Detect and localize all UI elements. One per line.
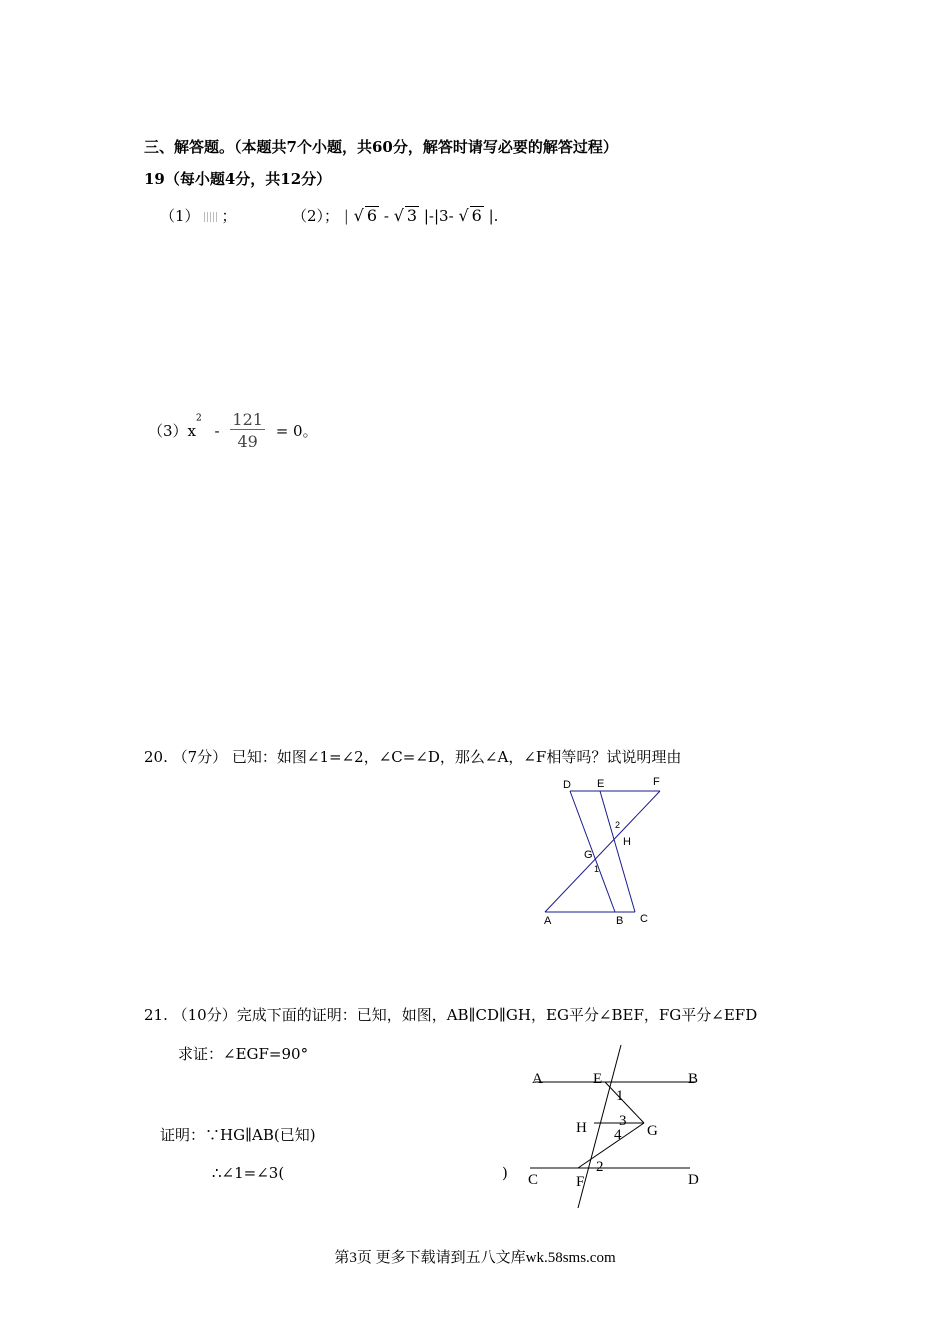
q19-part2-radicand-6: 6 <box>366 206 378 225</box>
fraction-denominator: 49 <box>237 432 258 451</box>
q20-text: 20. （7分） 已知：如图∠1=∠2，∠C=∠D，那么∠A，∠F相等吗？试说明理由 <box>144 748 682 766</box>
label-G: G <box>584 849 593 861</box>
line-AF <box>545 791 660 912</box>
label-D: D <box>563 779 571 791</box>
q20-diagram <box>530 772 680 932</box>
q19-part3-end: = 0。 <box>275 422 318 440</box>
q21-proof-line2: ∴∠1=∠3( <box>212 1164 285 1182</box>
label-angle-2: 2 <box>615 820 621 830</box>
q19-part2: （2）； | √ 6 - √ 3 |-|3- √ 6 |. <box>292 206 499 225</box>
q19-title: 19（每小题4分，共12分） <box>144 170 332 188</box>
label-angle-4: 4 <box>614 1127 622 1143</box>
label-E: E <box>593 1071 603 1087</box>
q21-text: 21. （10分）完成下面的证明：已知，如图，AB∥CD∥GH，EG平分∠BEF，FG平分∠EFD <box>144 1006 758 1024</box>
q21-prove: 求证：∠EGF=90° <box>178 1045 309 1063</box>
label-angle-2: 2 <box>596 1159 604 1175</box>
label-B: B <box>616 915 624 927</box>
q19-part1-expression-image <box>204 212 218 222</box>
label-C: C <box>640 913 648 925</box>
q19-part3-fraction <box>230 410 265 451</box>
label-A: A <box>532 1071 543 1087</box>
q21-proof-line2-close: ) <box>502 1164 508 1182</box>
line-EC <box>600 791 635 912</box>
q21-diagram <box>520 1040 720 1215</box>
section-header: 三、解答题。（本题共7个小题，共60分，解答时请写必要的解答过程） <box>144 138 618 156</box>
page-footer: 第3页 更多下载请到五八文库wk.58sms.com <box>334 1250 616 1266</box>
label-D: D <box>688 1172 699 1188</box>
q19-part1-sep: ； <box>221 207 237 225</box>
sqrt-symbol: √ <box>458 206 469 225</box>
q19-part2-label: （2）； <box>292 207 340 225</box>
label-angle-1: 1 <box>594 864 600 874</box>
q19-part3-minus: - <box>214 421 220 440</box>
label-H: H <box>576 1120 587 1136</box>
q19-part2-minus: - <box>383 207 389 225</box>
label-H: H <box>623 836 631 848</box>
line-GF <box>578 1123 644 1168</box>
label-angle-1: 1 <box>616 1088 624 1104</box>
q19-part3-label: （3）x <box>148 422 197 440</box>
q21-proof-line1: 证明：∵HG∥AB(已知) <box>160 1126 316 1144</box>
label-G: G <box>647 1123 658 1139</box>
label-E: E <box>597 778 605 790</box>
q19-part2-end: |. <box>488 207 499 225</box>
label-C: C <box>528 1172 539 1188</box>
q19-part2-radicand-6b: 6 <box>471 206 482 225</box>
label-A: A <box>544 915 552 927</box>
fraction-numerator: 121 <box>232 410 263 429</box>
q19-part2-mid: |-|3- <box>423 207 454 225</box>
label-B: B <box>688 1071 699 1087</box>
sqrt-symbol: √ <box>353 206 364 225</box>
label-F: F <box>576 1174 585 1190</box>
label-F: F <box>653 776 660 788</box>
q19-part3-exponent: 2 <box>196 413 202 424</box>
q19-part1-label: （1） <box>160 207 200 225</box>
q19-part2-radicand-3: 3 <box>406 206 418 225</box>
q19-part3 <box>148 410 318 451</box>
label-angle-3: 3 <box>619 1113 627 1129</box>
sqrt-symbol: √ <box>393 206 404 225</box>
q19-part1 <box>160 205 237 226</box>
